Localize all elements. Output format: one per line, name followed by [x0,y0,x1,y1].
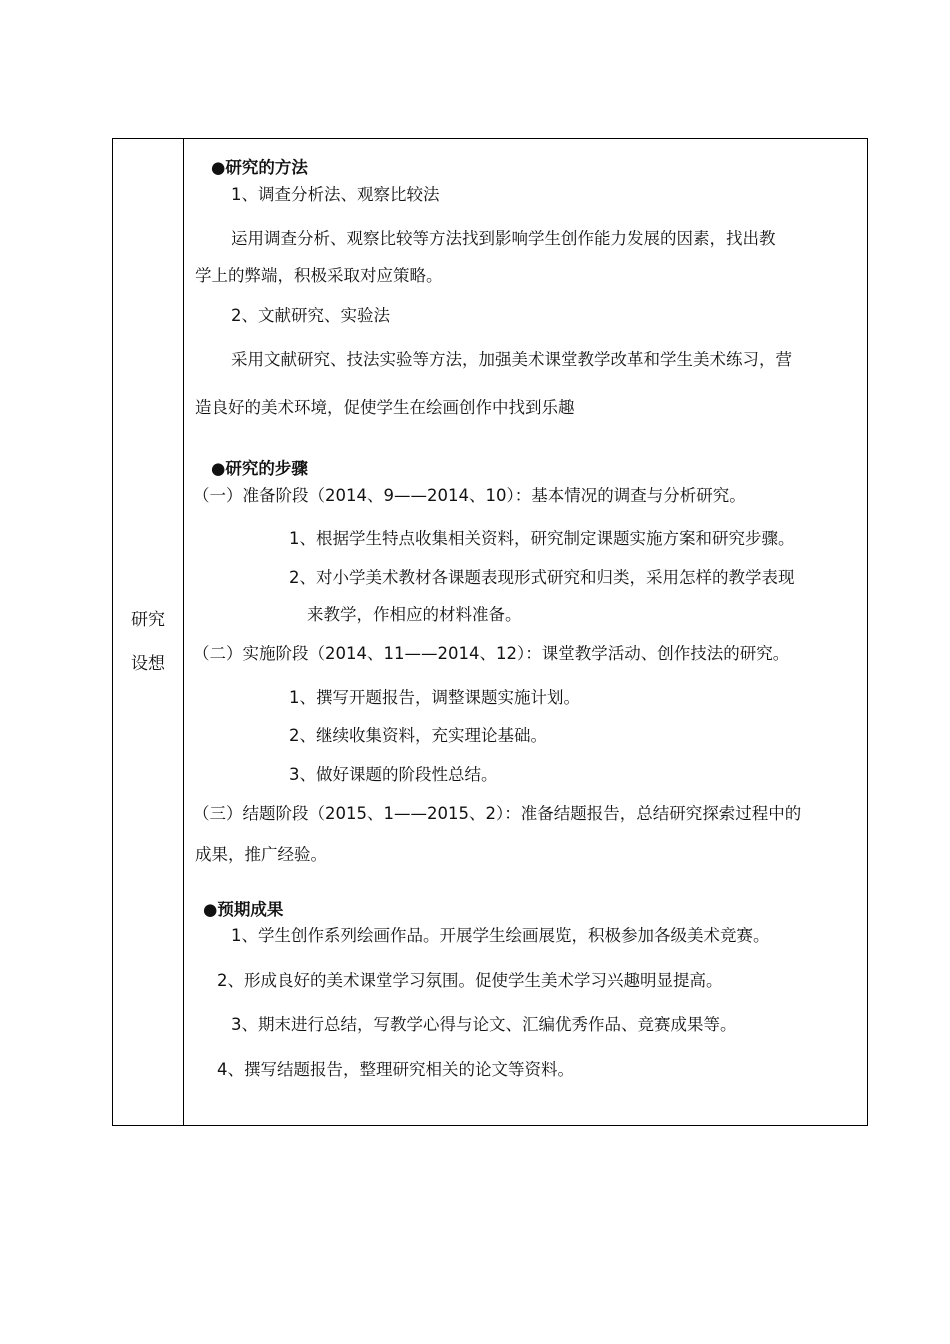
stage3-line1: （三）结题阶段（2015、1——2015、2）：准备结题报告，总结研究探索过程中的 [193,804,802,823]
stage3-line2: 成果，推广经验。 [195,845,327,864]
stage2-item1: 1、撰写开题报告，调整课题实施计划。 [289,688,580,707]
methods-heading: ●研究的方法 [211,158,308,177]
stage1-item1: 1、根据学生特点收集相关资料，研究制定课题实施方案和研究步骤。 [289,529,795,548]
method1-desc-line2: 学上的弊端，积极采取对应策略。 [195,266,443,285]
outcome-item1: 1、学生创作系列绘画作品。开展学生绘画展览，积极参加各级美术竞赛。 [231,926,770,945]
steps-heading: ●研究的步骤 [211,459,308,478]
stage1-item2-line1: 2、对小学美术教材各课题表现形式研究和归类，采用怎样的教学表现 [289,568,795,587]
stage2-item2: 2、继续收集资料，充实理论基础。 [289,726,547,745]
method1-desc-line1: 运用调查分析、观察比较等方法找到影响学生创作能力发展的因素，找出教 [231,229,776,248]
method1-title: 1、调查分析法、观察比较法 [231,185,440,204]
row-label-line2: 设想 [131,654,165,674]
stage1-title: （一）准备阶段（2014、9——2014、10）：基本情况的调查与分析研究。 [193,486,746,505]
outcome-item2: 2、形成良好的美术课堂学习氛围。促使学生美术学习兴趣明显提高。 [217,971,723,990]
stage2-title: （二）实施阶段（2014、11——2014、12）：课堂教学活动、创作技法的研究。 [193,644,790,663]
method2-desc-line2: 造良好的美术环境，促使学生在绘画创作中找到乐趣 [195,398,575,417]
outcome-item3: 3、期末进行总结，写教学心得与论文、汇编优秀作品、竞赛成果等。 [231,1015,737,1034]
outcome-item4: 4、撰写结题报告，整理研究相关的论文等资料。 [217,1060,574,1079]
method2-desc-line1: 采用文献研究、技法实验等方法，加强美术课堂教学改革和学生美术练习，营 [231,350,792,369]
research-plan-table [112,138,868,1126]
method2-title: 2、文献研究、实验法 [231,306,390,325]
outcomes-heading: ●预期成果 [203,900,284,919]
row-label-line1: 研究 [131,610,165,630]
stage1-item2-line2: 来教学，作相应的材料准备。 [307,605,522,624]
stage2-item3: 3、做好课题的阶段性总结。 [289,765,498,784]
column-divider [183,139,184,1125]
